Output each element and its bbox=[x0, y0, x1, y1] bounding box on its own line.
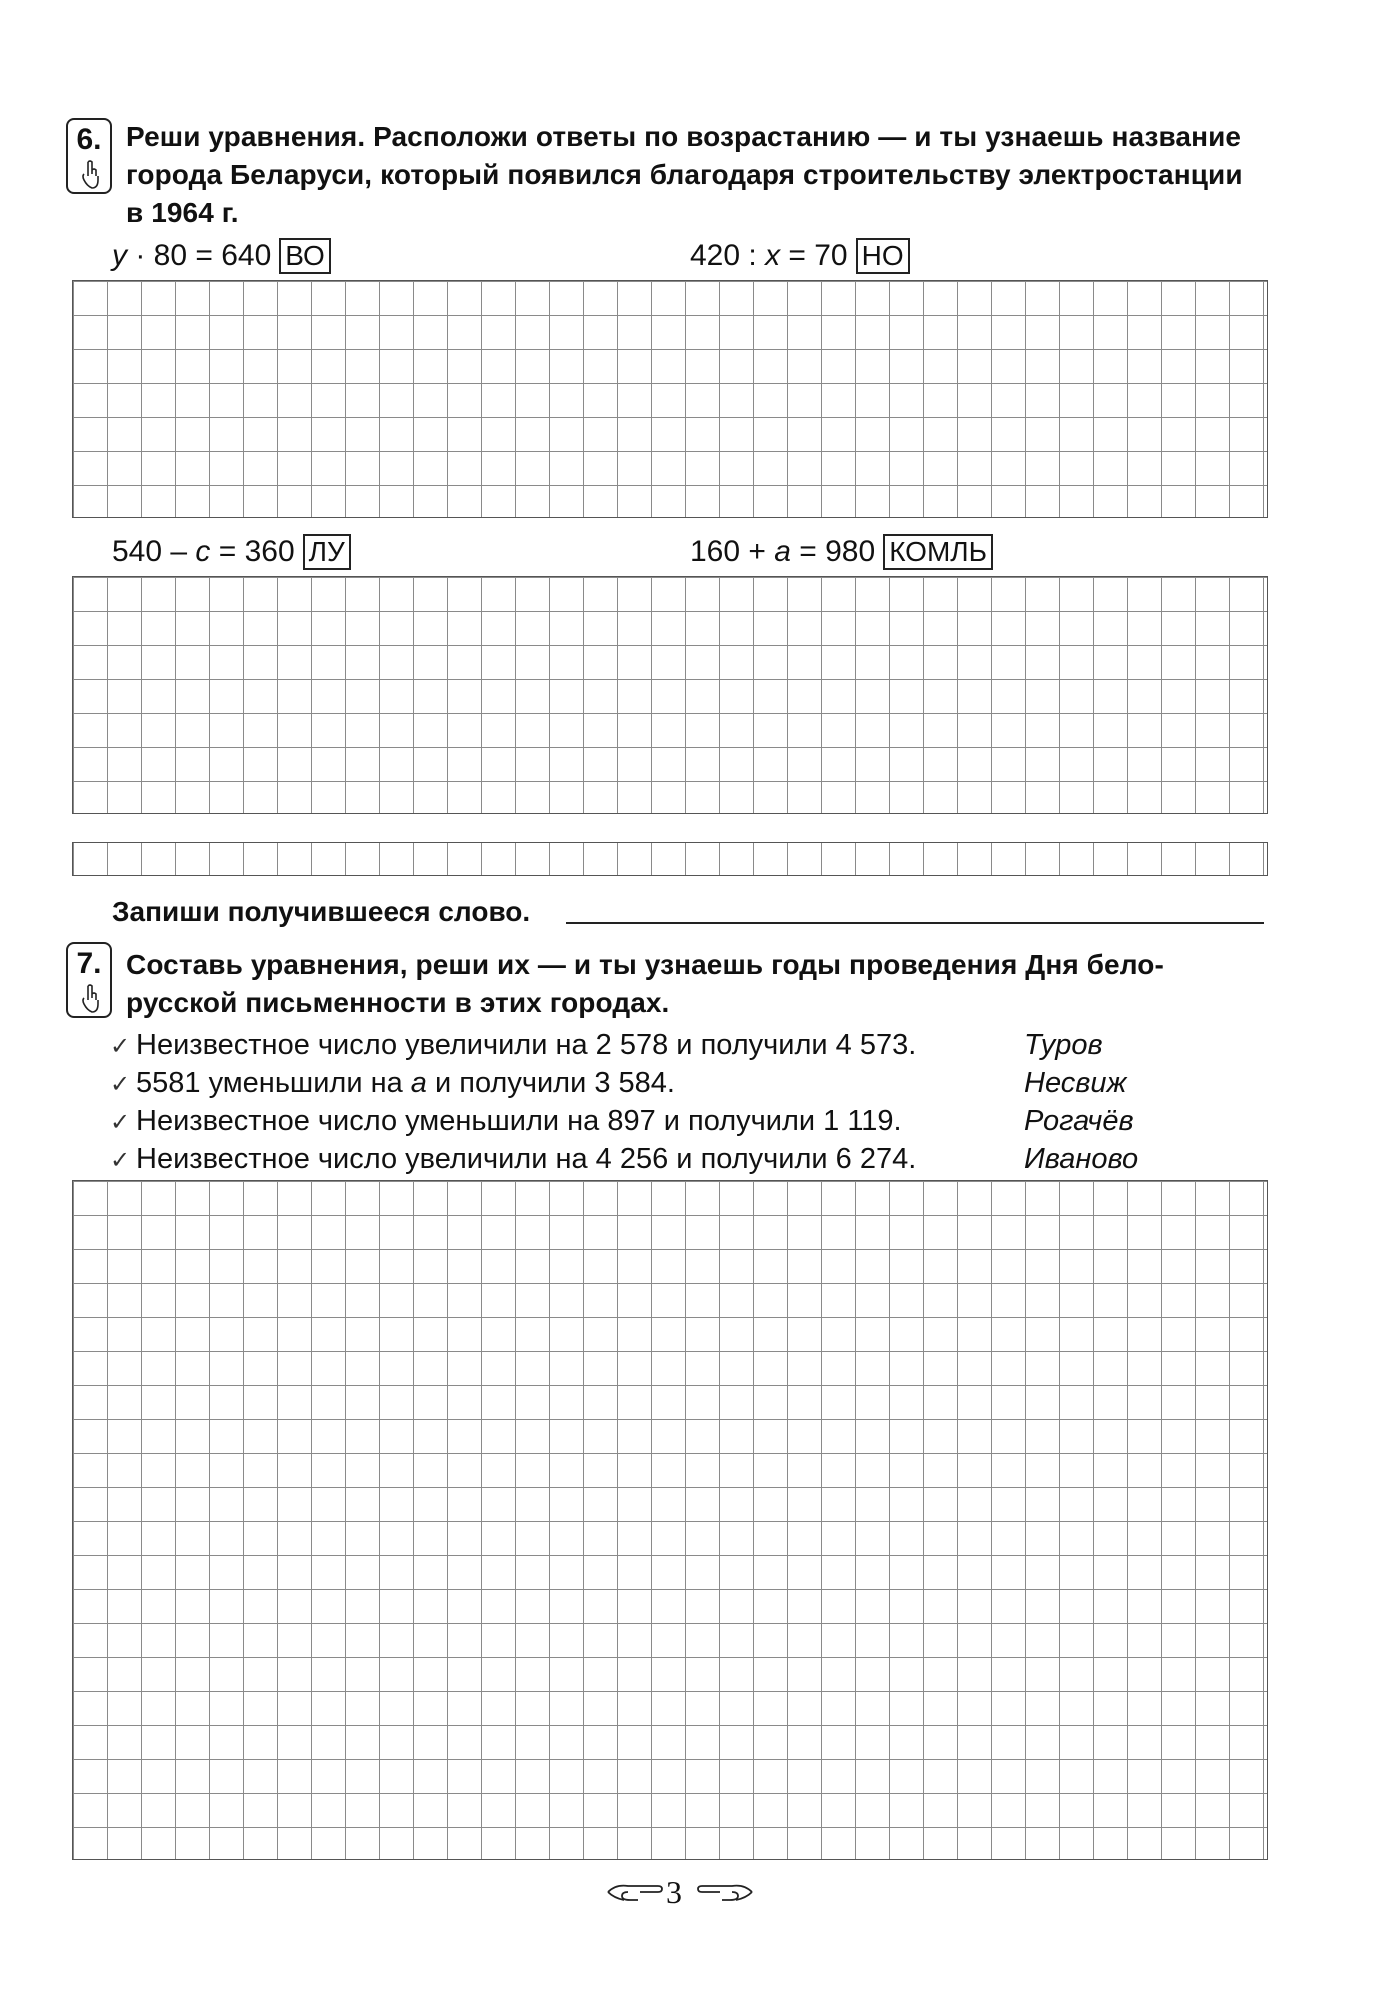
city-name: Рогачёв bbox=[1024, 1105, 1134, 1137]
answer-line[interactable] bbox=[566, 922, 1264, 924]
equation-4 bbox=[690, 534, 993, 570]
check-icon: ✓ bbox=[110, 1147, 131, 1174]
task-7-item-1 bbox=[110, 1026, 916, 1066]
task-7-heading-line-2: русской письменности в этих городах. bbox=[126, 987, 670, 1018]
equation-text: = 360 bbox=[210, 535, 295, 568]
task-7-number: 7. bbox=[76, 947, 102, 980]
equation-text: 420 : bbox=[690, 239, 766, 272]
city-name: Туров bbox=[1024, 1029, 1103, 1061]
item-variable: a bbox=[410, 1067, 427, 1099]
task-6-number-box bbox=[66, 118, 112, 194]
pointing-finger-icon bbox=[79, 160, 101, 190]
equation-text: = 70 bbox=[780, 239, 848, 272]
item-text: 5581 уменьшили на bbox=[136, 1067, 411, 1099]
equation-variable: y bbox=[112, 239, 127, 272]
equation-text: 160 + bbox=[690, 535, 775, 568]
equation-text: 540 – bbox=[112, 535, 196, 568]
equation-text: · 80 = 640 bbox=[127, 239, 272, 272]
answer-prompt: Запиши получившееся слово. bbox=[112, 896, 531, 927]
equation-variable: a bbox=[774, 535, 791, 568]
task-7-item-2 bbox=[110, 1064, 675, 1104]
equation-text: = 980 bbox=[790, 535, 876, 568]
equation-variable: c bbox=[195, 535, 211, 568]
check-icon: ✓ bbox=[110, 1071, 131, 1098]
page-number: 3 bbox=[666, 1874, 682, 1910]
task-6-heading-line-1: Реши уравнения. Расположи ответы по возрастанию — и ты узнаешь название bbox=[126, 121, 1242, 152]
check-icon: ✓ bbox=[110, 1033, 131, 1060]
task-6-heading-line-2: города Беларуси, который появился благодаря строительству электростанции bbox=[126, 159, 1243, 190]
equation-3 bbox=[112, 534, 351, 570]
work-grid-2[interactable] bbox=[72, 576, 1268, 814]
work-grid-3[interactable] bbox=[72, 1180, 1268, 1860]
syllable-box: ЛУ bbox=[303, 534, 351, 570]
task-7-heading-line-1: Составь уравнения, реши их — и ты узнаешь годы проведения Дня бело- bbox=[126, 949, 1164, 980]
city-name: Иваново bbox=[1024, 1143, 1139, 1175]
pointing-hand-right-icon bbox=[604, 1880, 664, 1904]
item-text: Неизвестное число увеличили на 4 256 и получили 6 274. bbox=[136, 1143, 917, 1175]
task-6-heading-line-3: в 1964 г. bbox=[126, 197, 239, 228]
syllable-box: КОМЛЬ bbox=[883, 534, 993, 570]
equation-1 bbox=[112, 238, 331, 274]
work-grid-1[interactable] bbox=[72, 280, 1268, 518]
equation-2 bbox=[690, 238, 910, 274]
pointing-finger-icon bbox=[79, 984, 101, 1014]
pointing-hand-left-icon bbox=[696, 1880, 756, 1904]
task-6-number: 6. bbox=[76, 123, 102, 156]
item-text: Неизвестное число увеличили на 2 578 и получили 4 573. bbox=[136, 1029, 917, 1061]
item-text: и получили 3 584. bbox=[426, 1067, 675, 1099]
syllable-box: ВО bbox=[279, 238, 331, 274]
task-7-number-box bbox=[66, 942, 112, 1018]
item-text: Неизвестное число уменьшили на 897 и получили 1 119. bbox=[136, 1105, 902, 1137]
task-7-item-4 bbox=[110, 1140, 916, 1180]
check-icon: ✓ bbox=[110, 1109, 131, 1136]
answer-cell-strip[interactable] bbox=[72, 842, 1268, 876]
task-7-item-3 bbox=[110, 1102, 902, 1142]
city-name: Несвиж bbox=[1024, 1067, 1127, 1099]
equation-variable: x bbox=[765, 239, 781, 272]
syllable-box: НО bbox=[856, 238, 910, 274]
